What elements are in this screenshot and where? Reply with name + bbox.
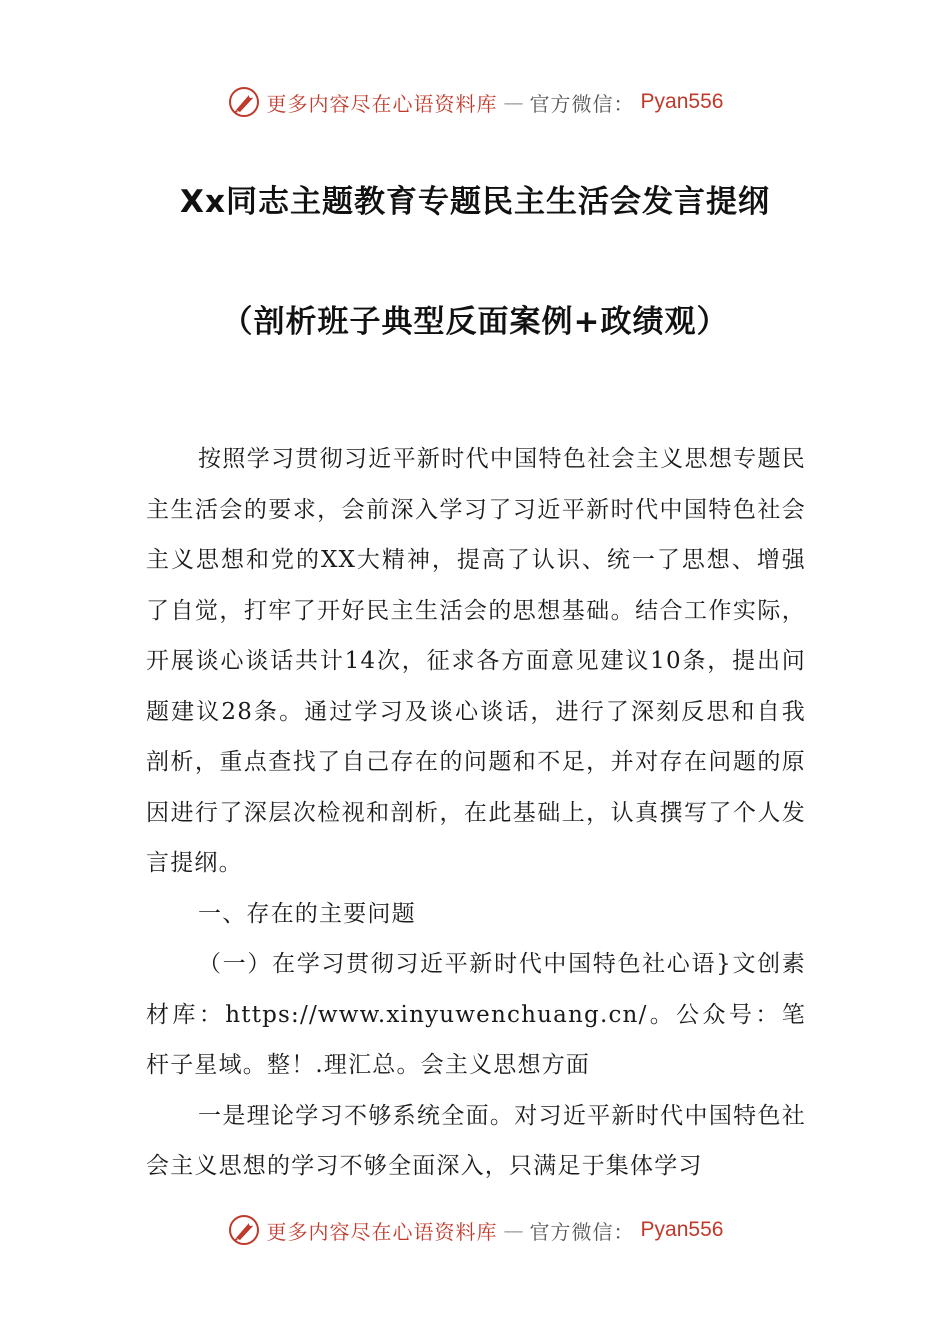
section-heading: 一、存在的主要问题 — [198, 900, 416, 927]
watermark-header — [0, 82, 950, 122]
document-title: Xx同志主题教育专题民主生活会发言提纲 — [180, 184, 770, 220]
watermark-brand: 更多内容尽在心语资料库 — [266, 91, 498, 116]
document-subtitle: （剖析班子典型反面案例+政绩观） — [221, 304, 729, 340]
watermark-separator: — — [503, 1218, 524, 1242]
paragraph-point-1: 一是理论学习不够系统全面。对习近平新时代中国特色社会主义思想的学习不够全面深入，只满足于集体学习 — [146, 1102, 806, 1179]
subsection-heading: （一）在学习贯彻习近平新时代中国特色社心语}文创素材库：https://www.xinyuwenchuang.cn/。公众号：笔杆子星域。整！.理汇总。会主义思想方面 — [146, 951, 806, 1078]
pen-nib-logo-icon — [227, 1213, 261, 1247]
watermark-id: Pyan556 — [640, 90, 724, 113]
watermark-label: 官方微信： — [529, 1219, 635, 1244]
watermark-id: Pyan556 — [640, 1218, 724, 1241]
watermark-separator: — — [503, 90, 524, 114]
paragraph-intro: 按照学习贯彻习近平新时代中国特色社会主义思想专题民主生活会的要求，会前深入学习了习近平新时代中国特色社会主义思想和党的XX大精神，提高了认识、统一了思想、增强了自觉，打牢了开好民主生活会的思想基础。结合工作实际，开展谈心谈话共计14次，征求各方面意见建议10条，提出问题建议28条。通过学习及谈心谈话，进行了深刻反思和自我剖析，重点查找了自己存在的问题和不足，并对存在问题的原因进行了深层次检视和剖析，在此基础上，认真撰写了个人发言提纲。 — [146, 446, 806, 876]
watermark-footer — [0, 1210, 950, 1250]
watermark-brand: 更多内容尽在心语资料库 — [266, 1219, 498, 1244]
watermark-label: 官方微信： — [529, 91, 635, 116]
pen-nib-logo-icon — [227, 85, 261, 119]
document-body — [146, 434, 806, 1192]
